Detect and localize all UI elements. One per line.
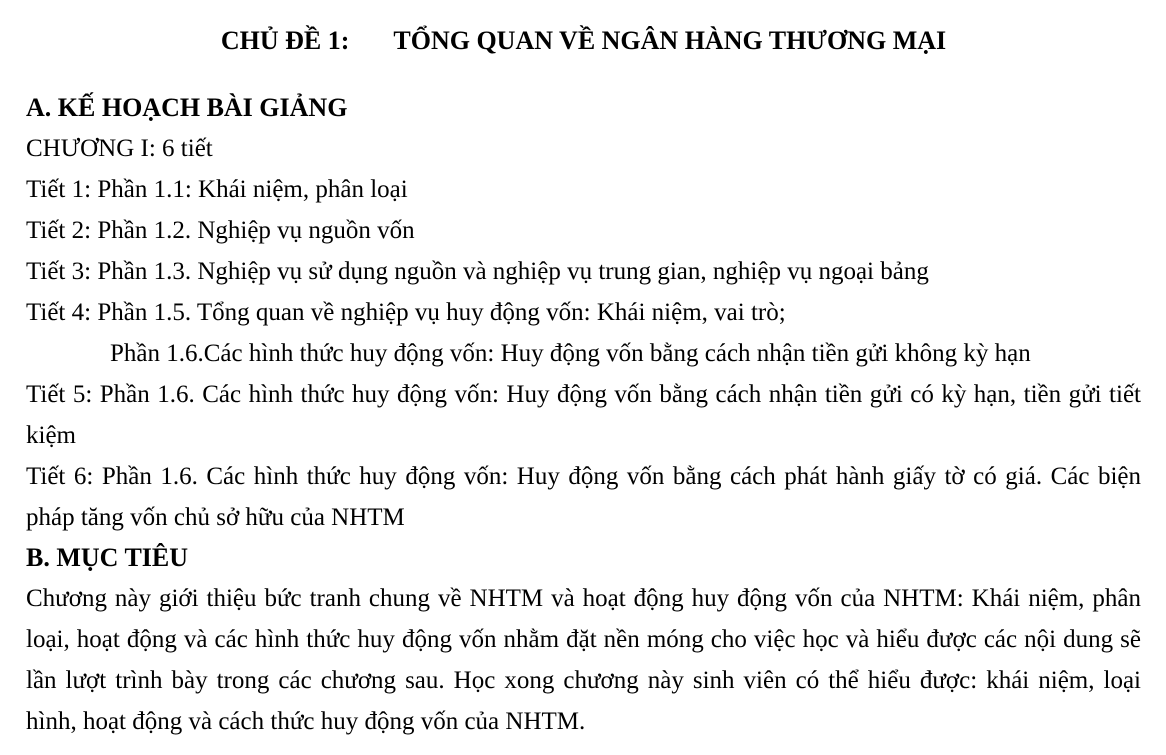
- lesson-5: Tiết 5: Phần 1.6. Các hình thức huy động vốn: Huy động vốn bằng cách nhận tiền gửi có kỳ hạn, tiền gửi tiết kiệm: [26, 381, 1141, 449]
- lesson-6: Tiết 6: Phần 1.6. Các hình thức huy động vốn: Huy động vốn bằng cách phát hành giấy tờ có giá. Các biện pháp tăng vốn chủ sở hữu của NHTM: [26, 463, 1141, 531]
- section-a-heading: A. KẾ HOẠCH BÀI GIẢNG: [26, 93, 348, 122]
- lesson-4-continuation: Phần 1.6.Các hình thức huy động vốn: Huy động vốn bằng cách nhận tiền gửi không kỳ hạn: [110, 340, 1031, 367]
- chapter-line: CHƯƠNG I: 6 tiết: [26, 135, 213, 162]
- objectives-paragraph: Chương này giới thiệu bức tranh chung về NHTM và hoạt động huy động vốn của NHTM: Khái niệm, phân loại, hoạt động và các hình thức huy động vốn nhằm đặt nền móng cho việc học và hiểu được các nội dung sẽ lần lượt trình bày trong các chương sau. Học xong chương này sinh viên có thể hiểu được: khái niệm, loại hình, hoạt động và cách thức huy động vốn của NHTM.: [26, 585, 1141, 735]
- section-b-heading: B. MỤC TIÊU: [26, 543, 189, 572]
- title-text: TỔNG QUAN VỀ NGÂN HÀNG THƯƠNG MẠI: [393, 26, 947, 55]
- lesson-2: Tiết 2: Phần 1.2. Nghiệp vụ nguồn vốn: [26, 217, 415, 244]
- document-title: [26, 22, 1141, 60]
- lesson-1: Tiết 1: Phần 1.1: Khái niệm, phân loại: [26, 176, 408, 203]
- lesson-3: Tiết 3: Phần 1.3. Nghiệp vụ sử dụng nguồn và nghiệp vụ trung gian, nghiệp vụ ngoại bảng: [26, 258, 929, 285]
- lesson-4: Tiết 4: Phần 1.5. Tổng quan về nghiệp vụ huy động vốn: Khái niệm, vai trò;: [26, 299, 786, 326]
- title-prefix: CHỦ ĐỀ 1:: [220, 26, 350, 55]
- document-page: [26, 22, 1141, 742]
